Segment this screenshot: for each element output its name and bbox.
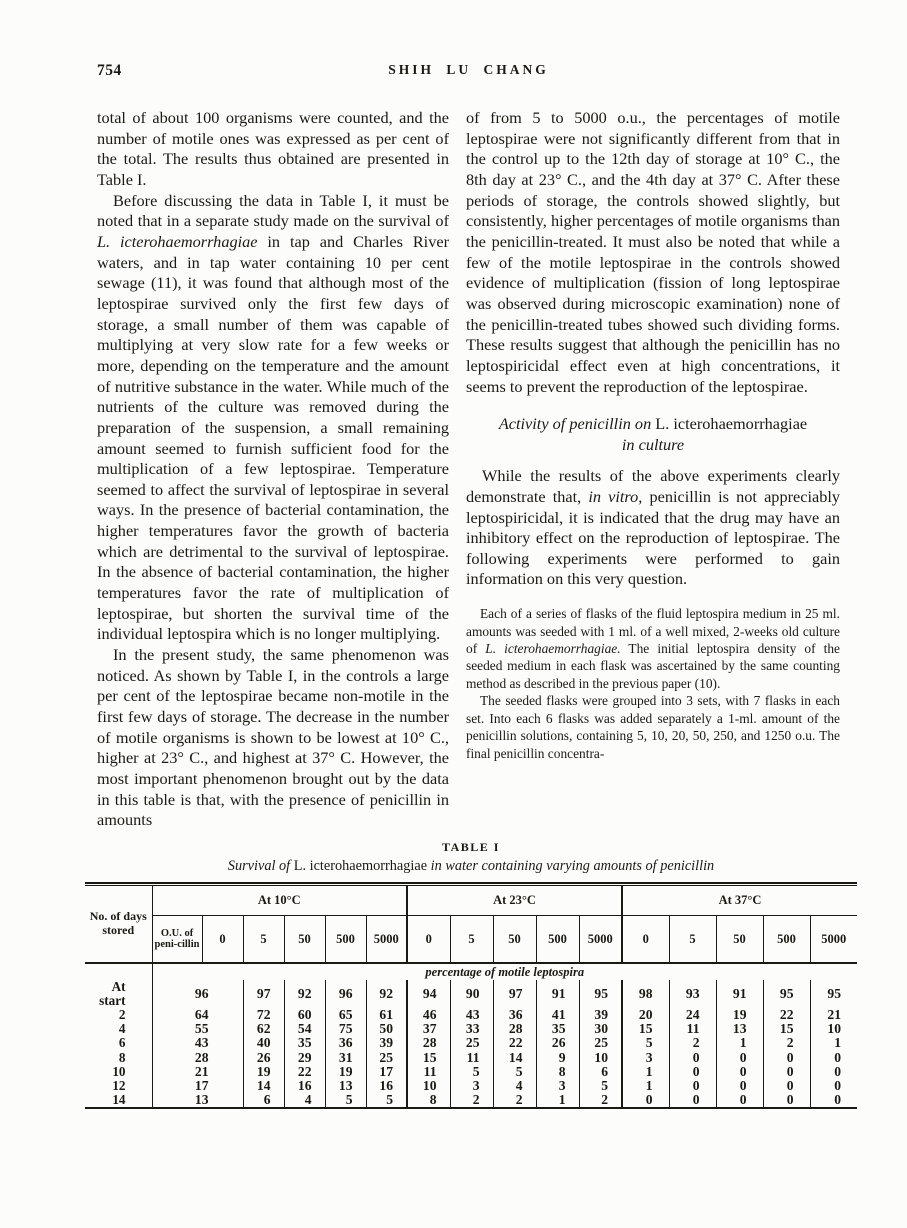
table-cell: 5 [325,1093,366,1108]
table-cell: 96 [194,985,209,1001]
table-cell: At start [85,980,152,1008]
table-cell: 43 [194,1035,209,1051]
table-cell: 6 [243,1093,284,1108]
left-column [97,108,449,831]
table-cell: 6 [85,1036,152,1050]
table-row [85,1036,857,1050]
table-cell: 8 [85,1051,152,1065]
unit-note-row [85,963,857,980]
table-cell: 13 [325,1079,366,1093]
table-cell: 3 [536,1079,579,1093]
table-cell: 10 [579,1051,622,1065]
table-cell: 0 [763,1065,810,1079]
table-cell: 2 [85,1008,152,1022]
table-cell: 14 [493,1051,536,1065]
table-cell: 30 [579,1022,622,1036]
table-cell: 3 [622,1051,669,1065]
table-row [85,1051,857,1065]
table-cell: 54 [284,1022,325,1036]
table-cell: 39 [366,1036,407,1050]
table-cell: 2 [493,1093,536,1108]
paragraph-text: The initial leptospira density of the seeded medium in each flask was ascertained by the same counting method as described in the previous paper (10). [466,641,840,691]
page-number: 754 [97,62,122,79]
table-cell: 50 [366,1022,407,1036]
table-cell: 92 [284,980,325,1008]
ou-unit-label: O.U. of peni-cillin [152,916,202,963]
table-cell: 21 [194,1063,209,1079]
table-cell: 90 [450,980,493,1008]
table-cell: 95 [810,980,857,1008]
column-header: 5000 [366,916,407,963]
table-cell: 19 [243,1065,284,1079]
table-cell: 0 [716,1065,763,1079]
table-cell: 0 [669,1065,716,1079]
table-cell: 12 [85,1079,152,1093]
table-cell: 25 [450,1036,493,1050]
table-label: TABLE I [442,839,500,854]
table-cell: 8 [407,1093,450,1108]
heading-text: in culture [621,434,685,454]
table-caption [85,858,857,875]
paragraph [466,466,840,590]
table-cell: 91 [536,980,579,1008]
table-cell: 98 [622,980,669,1008]
table-cell: 5 [622,1036,669,1050]
table-cell: 33 [450,1022,493,1036]
table-cell: 5 [450,1065,493,1079]
column-header: 500 [763,916,810,963]
species-name: L. icterohaemorrhagiae [97,231,258,251]
section-heading [466,414,840,455]
table-cell: 9 [536,1051,579,1065]
table-cell: 11 [407,1065,450,1079]
table-cell: 26 [536,1036,579,1050]
table-cell: 75 [325,1022,366,1036]
table-row [85,980,857,1008]
running-head: SHIH LU CHANG [388,62,549,77]
column-header: 0 [622,916,669,963]
table-cell: 96 [325,980,366,1008]
paragraph-text: of from 5 to 5000 o.u., the percentages of motile leptospirae were not significantly different from that in the control up to the 12th day of storage at 10° C., the 8th day at 23° C., and the 4th day at 37° C. After these periods of storage, the controls showed slightly, but consistently, higher percentages of motile organisms than the penicillin-treated. It must also be noted that while a few of the motile leptospirae in the controls showed evidence of multiplication (fission of long leptospirae was observed during microscopic examination) none of the penicillin-treated tubes showed such dividing forms. These results suggest that although the penicillin has no leptospiricidal effect even at high concentrations, it seems to prevent the reproduction of the leptospirae. [466,108,840,396]
table-row [85,1022,857,1036]
species-name: L. icterohaemorrhagiae. [485,641,621,657]
paragraph [97,191,449,645]
table-cell: 1 [536,1093,579,1108]
table-cell: 39 [579,1008,622,1022]
table-cell: 17 [366,1065,407,1079]
paragraph [466,108,840,397]
table-cell: 5 [366,1093,407,1108]
table-cell: 15 [763,1022,810,1036]
table-cell: 28 [194,1049,209,1065]
group-header-37c: At 37°C [622,886,857,916]
table-cell: 22 [284,1065,325,1079]
table-cell: 93 [669,980,716,1008]
table-cell: 0 [622,1093,669,1108]
table-cell: 0 [716,1079,763,1093]
table-cell: 92 [366,980,407,1008]
paragraph [97,645,449,831]
table-cell: 61 [366,1008,407,1022]
table-cell: 16 [284,1079,325,1093]
table-cell: 2 [763,1036,810,1050]
table-cell: 72 [243,1008,284,1022]
column-header: 500 [325,916,366,963]
table-cell: 35 [536,1022,579,1036]
paragraph-text: In the present study, the same phenomenon was noticed. As shown by Table I, in the controls a large per cent of the leptospirae became non-motile in the first few days of storage. The decrease in the number of motile organisms is shown to be lowest at 10° C., higher at 23° C., and highest at 37° C. However, the most important phenomenon brought out by the data in this table is that, with the presence of penicillin in amounts [97,645,449,830]
table-cell: 15 [407,1051,450,1065]
table-cell: 10 [407,1079,450,1093]
table-cell: 6 [579,1065,622,1079]
table-cell: 35 [284,1036,325,1050]
table-cell: 3 [450,1079,493,1093]
table-cell: 31 [325,1051,366,1065]
caption-text: Survival of [227,857,294,874]
heading-text: Activity of penicillin on [498,414,656,434]
table-cell: 21 [810,1008,857,1022]
table-cell: 1 [716,1036,763,1050]
table-cell: 1 [622,1065,669,1079]
species-name: L. icterohaemorrhagiae [655,414,808,434]
table-cell: 11 [450,1051,493,1065]
table-cell: 1 [810,1036,857,1050]
paragraph-text: penicillin is not appreciably leptospiricidal, it is indicated that the drug may have an inhibitory effect on the reproduction of leptospirae. The following experiments were performed to gain information on this very question. [466,486,841,589]
table-cell: 25 [579,1036,622,1050]
species-name: L. icterohaemorrhagiae [293,857,428,874]
table-cell: 4 [284,1093,325,1108]
table-cell: 29 [284,1051,325,1065]
table-cell: 94 [407,980,450,1008]
unit-note: percentage of motile leptospira [425,964,585,979]
column-header: 50 [284,916,325,963]
paragraph-text: Before discussing the data in Table I, it must be noted that in a separate study made on the survival of [97,190,449,231]
table-cell: 11 [669,1022,716,1036]
table-cell: 91 [716,980,763,1008]
table-cell: 2 [669,1036,716,1050]
table-cell: 95 [763,980,810,1008]
table-cell: 65 [325,1008,366,1022]
table-cell: 0 [669,1079,716,1093]
table-cell: 13 [716,1022,763,1036]
table-cell: 28 [407,1036,450,1050]
table-cell: 97 [493,980,536,1008]
col-header-days: No. of days stored [85,886,152,963]
paragraph-text: in tap and Charles River waters, and in tap water containing 10 per cent sewage (11), it was found that although most of the leptospirae survived only the first few days of storage, a small number of them was capable of multiplying at very slow rate for a few weeks or more, depending on the temperature and the amount of nutritive substance in the water. While much of the nutrients of the culture was removed during the preparation of the suspension, a small remaining amount seemed to furnish sufficient food for the multiplication of a few leptospirae. Temperature seemed to affect the survival of leptospirae in several ways. In the presence of bacterial contamination, the higher temperatures favor the growth of bacteria which are detrimental to the survival of leptospirae. In the absence of bacterial contamination, the higher temperatures favor the rate of multiplication of leptospirae, but shorten the survival time of the individual leptospira which is no longer multiplying. [97,231,449,644]
table-cell: 20 [622,1008,669,1022]
column-header: 500 [536,916,579,963]
table-cell: 14 [243,1079,284,1093]
table-cell: 13 [194,1092,209,1108]
column-header: 5000 [810,916,857,963]
table-1 [85,840,857,1109]
column-header: 5 [243,916,284,963]
text-columns [97,108,907,831]
table-cell: 8 [536,1065,579,1079]
table-cell: 46 [407,1008,450,1022]
data-table [85,886,857,1109]
column-header: 50 [493,916,536,963]
column-header: 0 [202,916,243,963]
table-cell: 15 [622,1022,669,1036]
table-cell: 36 [493,1008,536,1022]
table-cell: 0 [716,1093,763,1108]
table-cell: 0 [810,1065,857,1079]
table-cell: 25 [366,1051,407,1065]
table-row [85,1093,857,1108]
table-cell: 41 [536,1008,579,1022]
table-cell: 36 [325,1036,366,1050]
table-cell: 0 [669,1093,716,1108]
table-cell: 0 [810,1093,857,1108]
table-cell: 64 [194,1007,209,1023]
table-cell: 2 [450,1093,493,1108]
table-cell: 4 [85,1022,152,1036]
paragraph-text: While the results of the above experiments clearly demonstrate that, [466,466,840,506]
table-cell: 0 [763,1051,810,1065]
column-header: 5000 [579,916,622,963]
table-cell: 5 [579,1079,622,1093]
paragraph [97,108,449,191]
table-cell: 37 [407,1022,450,1036]
paragraph-small [466,692,840,762]
table-cell: 0 [669,1051,716,1065]
table-cell: 0 [763,1093,810,1108]
table-cell: 1 [622,1079,669,1093]
table-cell: 17 [194,1078,209,1093]
table-cell: 4 [493,1079,536,1093]
table-row [85,1008,857,1022]
caption-text: in water containing varying amounts of penicillin [427,857,715,874]
table-cell: 40 [243,1036,284,1050]
right-column [466,108,840,831]
table-cell: 22 [493,1036,536,1050]
table-cell: 10 [85,1065,152,1079]
paragraph-text: Each of a series of flasks of the fluid leptospira medium in 25 ml. amounts was seeded with 1 ml. of a well mixed, 2-weeks old culture of [466,606,840,657]
table-cell: 19 [716,1008,763,1022]
column-header: 50 [716,916,763,963]
table-cell: 60 [284,1008,325,1022]
table-cell: 2 [579,1093,622,1108]
table-cell: 24 [669,1008,716,1022]
paragraph-small [466,605,840,692]
table-cell: 26 [243,1051,284,1065]
table-cell: 43 [450,1008,493,1022]
table-cell: 0 [810,1051,857,1065]
page-header [97,62,840,82]
table-cell: 62 [243,1022,284,1036]
table-cell: 97 [243,980,284,1008]
group-header-23c: At 23°C [407,886,622,916]
table-cell: 14 [85,1093,152,1108]
table-cell: 95 [579,980,622,1008]
table-cell: 22 [763,1008,810,1022]
table-row [85,1079,857,1093]
table-row [85,1065,857,1079]
table-cell: 28 [493,1022,536,1036]
group-header-10c: At 10°C [152,886,407,916]
column-header: 0 [407,916,450,963]
table-cell: 16 [366,1079,407,1093]
paragraph-text: The seeded flasks were grouped into 3 sets, with 7 flasks in each set. Into each 6 flasks was added separately a 1-ml. amount of the penicillin solutions, containing 5, 10, 20, 50, 250, and 1250 o.u. The final penicillin concentra- [466,693,840,761]
table-cell: 0 [716,1051,763,1065]
table-cell: 19 [325,1065,366,1079]
table-cell: 0 [763,1079,810,1093]
paragraph-text: total of about 100 organisms were counted, and the number of motile ones was expressed as per cent of the total. The results thus obtained are presented in Table I. [97,108,449,189]
column-header: 5 [669,916,716,963]
column-header: 5 [450,916,493,963]
latin-phrase: in vitro, [588,486,643,506]
table-cell: 5 [493,1065,536,1079]
table-cell: 55 [194,1021,209,1037]
table-cell: 0 [810,1079,857,1093]
table-cell: 10 [810,1022,857,1036]
table-cell [85,963,152,980]
